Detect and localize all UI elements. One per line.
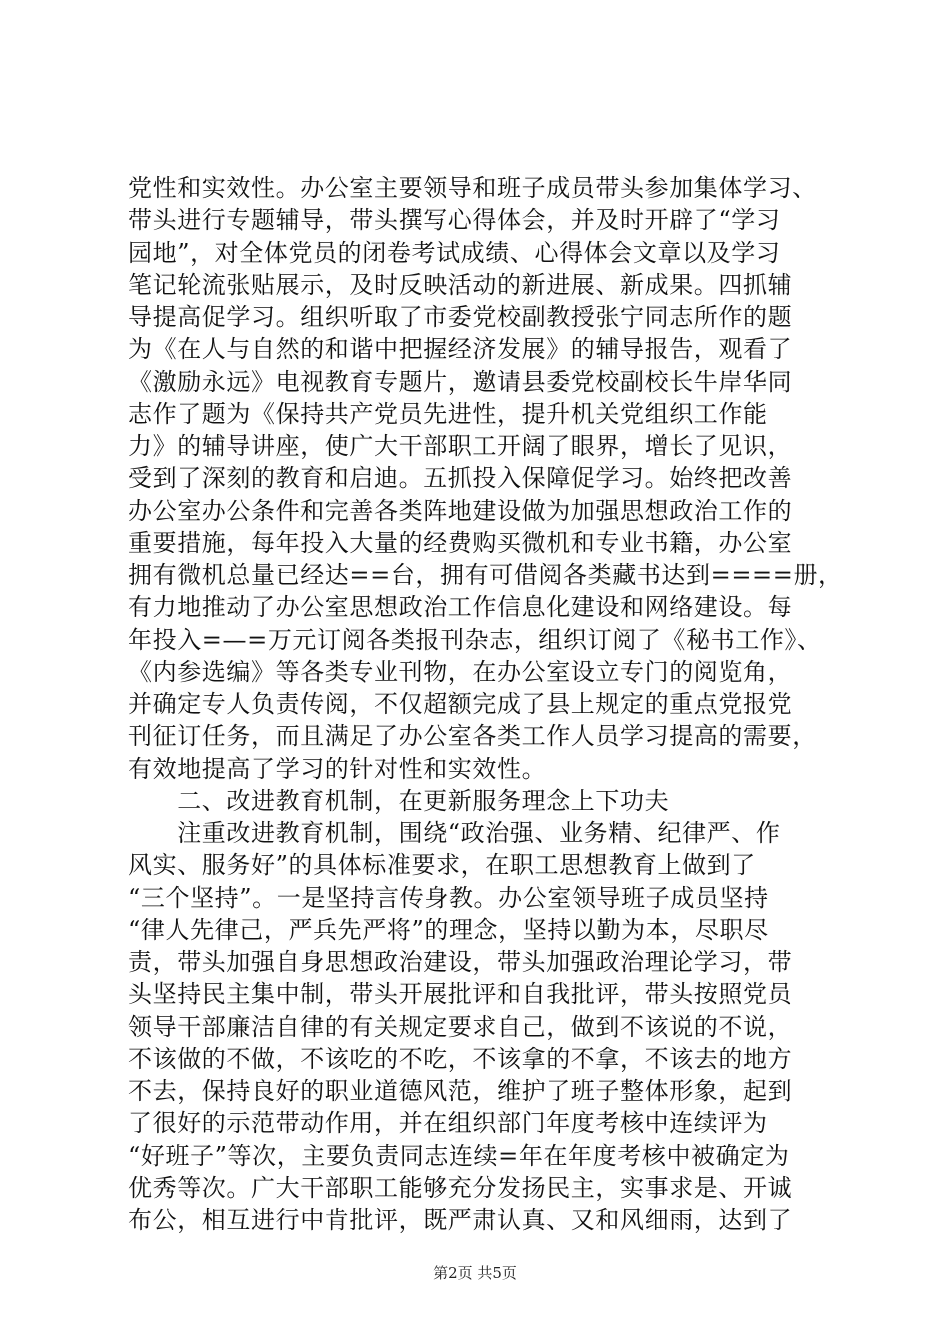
page-footer: 第2页 共5页 bbox=[433, 1264, 517, 1282]
body-line: 风实、服务好”的具体标准要求，在职工思想教育上做到了 bbox=[128, 851, 756, 880]
body-line: 笔记轮流张贴展示，及时反映活动的新进展、新成果。四抓辅 bbox=[128, 270, 793, 299]
document-body bbox=[128, 172, 848, 1236]
body-line: 头坚持民主集中制，带头开展批评和自我批评，带头按照党员 bbox=[128, 980, 793, 1009]
body-line: 《内参选编》等各类专业刊物，在办公室设立专门的阅览角， bbox=[128, 657, 793, 686]
body-line: 有力地推动了办公室思想政治工作信息化建设和网络建设。每 bbox=[128, 593, 793, 622]
body-line: 领导干部廉洁自律的有关规定要求自己，做到不该说的不说， bbox=[128, 1012, 793, 1041]
body-line: 《激励永远》电视教育专题片，邀请县委党校副校长牛岸华同 bbox=[128, 367, 793, 396]
body-line: 为《在人与自然的和谐中把握经济发展》的辅导报告，观看了 bbox=[128, 335, 793, 364]
body-line: “三个坚持”。一是坚持言传身教。办公室领导班子成员坚持 bbox=[128, 883, 769, 912]
body-line: 拥有微机总量已经达==台，拥有可借阅各类藏书达到====册， bbox=[128, 561, 843, 589]
body-line: 了很好的示范带动作用，并在组织部门年度考核中连续评为 bbox=[128, 1109, 768, 1138]
body-line: 有效地提高了学习的针对性和实效性。 bbox=[128, 754, 547, 783]
body-line: 力》的辅导讲座，使广大干部职工开阔了眼界，增长了见识， bbox=[128, 432, 793, 460]
body-line: 园地”，对全体党员的闭卷考试成绩、心得体会文章以及学习 bbox=[128, 238, 781, 267]
body-line: 志作了题为《保持共产党员先进性，提升机关党组织工作能 bbox=[128, 399, 768, 428]
body-line: 年投入=—=万元订阅各类报刊杂志，组织订阅了《秘书工作》、 bbox=[128, 625, 822, 654]
body-line: 二、改进教育机制，在更新服务理念上下功夫 bbox=[128, 786, 670, 815]
body-line: 责，带头加强自身思想政治建设，带头加强政治理论学习，带 bbox=[128, 948, 793, 976]
body-line: 受到了深刻的教育和启迪。五抓投入保障促学习。始终把改善 bbox=[128, 464, 793, 493]
body-line: 并确定专人负责传阅，不仅超额完成了县上规定的重点党报党 bbox=[128, 690, 793, 718]
body-line: “律人先律己，严兵先严将”的理念，坚持以勤为本，尽职尽 bbox=[128, 915, 769, 944]
body-line: 不去，保持良好的职业道德风范，维护了班子整体形象，起到 bbox=[128, 1077, 793, 1105]
body-line: 办公室办公条件和完善各类阵地建设做为加强思想政治工作的 bbox=[128, 496, 793, 525]
body-line: 党性和实效性。办公室主要领导和班子成员带头参加集体学习、 bbox=[128, 174, 817, 202]
body-line: 不该做的不做，不该吃的不吃，不该拿的不拿，不该去的地方 bbox=[128, 1044, 793, 1073]
body-line: 注重改进教育机制，围绕“政治强、业务精、纪律严、作 bbox=[128, 819, 781, 847]
body-line: 导提高促学习。组织听取了市委党校副教授张宁同志所作的题 bbox=[128, 303, 793, 331]
body-line: 布公，相互进行中肯批评，既严肃认真、又和风细雨，达到了 bbox=[128, 1206, 793, 1234]
body-line: “好班子”等次，主要负责同志连续=年在年度考核中被确定为 bbox=[128, 1141, 790, 1170]
body-line: 刊征订任务，而且满足了办公室各类工作人员学习提高的需要， bbox=[128, 722, 817, 751]
body-line: 带头进行专题辅导，带头撰写心得体会，并及时开辟了“学习 bbox=[128, 206, 781, 235]
body-line: 优秀等次。广大干部职工能够充分发扬民主，实事求是、开诚 bbox=[128, 1173, 793, 1202]
body-line: 重要措施，每年投入大量的经费购买微机和专业书籍，办公室 bbox=[128, 528, 793, 557]
